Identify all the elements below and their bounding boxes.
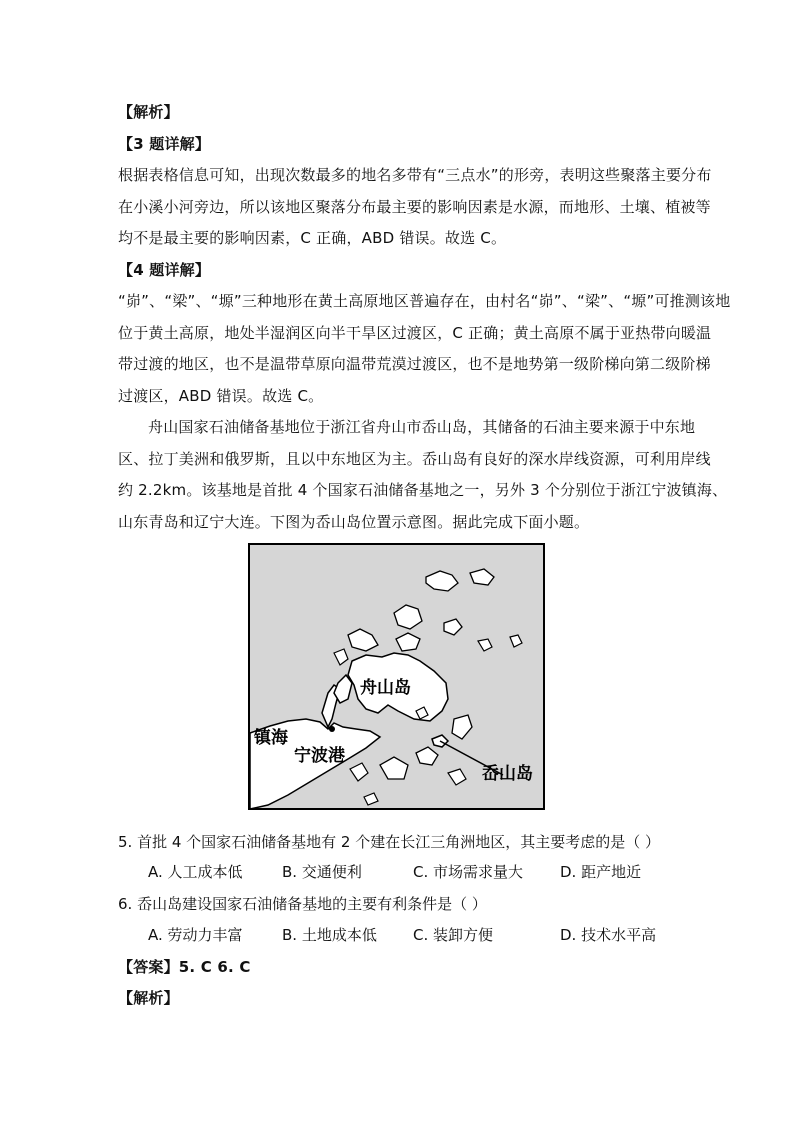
aoshan-location-map <box>248 543 545 810</box>
q5-option-d: D. 距产地近 <box>560 863 642 881</box>
answer-line: 【答案】5. C 6. C <box>118 958 251 976</box>
passage-line: 区、拉丁美洲和俄罗斯，且以中东地区为主。岙山岛有良好的深水岸线资源，可利用岸线 <box>118 450 711 468</box>
q3-detail-heading: 【3 题详解】 <box>118 135 211 153</box>
q4-text-line: “峁”、“梁”、“塬”三种地形在黄土高原地区普遍存在，由村名“峁”、“梁”、“塬”可推测该地 <box>118 292 731 310</box>
passage-line: 山东青岛和辽宁大连。下图为岙山岛位置示意图。据此完成下面小题。 <box>118 513 590 531</box>
q3-text-line: 均不是最主要的影响因素，C 正确，ABD 错误。故选 C。 <box>118 229 507 247</box>
ningbo-port-marker <box>329 726 335 732</box>
q5-option-c: C. 市场需求量大 <box>413 863 524 881</box>
aoshan-label: 岙山岛 <box>482 764 533 784</box>
ningbo-port-label: 宁波港 <box>294 746 345 766</box>
question-5-stem: 5. 首批 4 个国家石油储备基地有 2 个建在长江三角洲地区，其主要考虑的是（ ） <box>118 833 661 851</box>
q4-text-line: 过渡区，ABD 错误。故选 C。 <box>118 387 324 405</box>
q4-text-line: 带过渡的地区，也不是温带草原向温带荒漠过渡区，也不是地势第一级阶梯向第二级阶梯 <box>118 355 711 373</box>
q3-text-line: 在小溪小河旁边，所以该地区聚落分布最主要的影响因素是水源，而地形、土壤、植被等 <box>118 198 711 216</box>
analysis-heading-2: 【解析】 <box>118 989 179 1007</box>
analysis-heading: 【解析】 <box>118 103 179 121</box>
q4-detail-heading: 【4 题详解】 <box>118 261 211 279</box>
passage-line: 舟山国家石油储备基地位于浙江省舟山市岙山岛，其储备的石油主要来源于中东地 <box>148 418 696 436</box>
zhoushan-label: 舟山岛 <box>360 678 411 698</box>
passage-line: 约 2.2km。该基地是首批 4 个国家石油储备基地之一，另外 3 个分别位于浙江宁波镇海、 <box>118 481 728 499</box>
q3-text-line: 根据表格信息可知，出现次数最多的地名多带有“三点水”的形旁，表明这些聚落主要分布 <box>118 166 712 184</box>
q6-option-a: A. 劳动力丰富 <box>148 926 243 944</box>
zhenhai-label: 镇海 <box>254 728 288 748</box>
q4-text-line: 位于黄土高原，地处半湿润区向半干旱区过渡区，C 正确；黄土高原不属于亚热带向暖温 <box>118 324 712 342</box>
q6-option-d: D. 技术水平高 <box>560 926 657 944</box>
q6-option-c: C. 装卸方便 <box>413 926 494 944</box>
q5-option-a: A. 人工成本低 <box>148 863 243 881</box>
q5-option-b: B. 交通便利 <box>282 863 362 881</box>
question-6-stem: 6. 岙山岛建设国家石油储备基地的主要有利条件是（ ） <box>118 895 487 913</box>
q6-option-b: B. 土地成本低 <box>282 926 377 944</box>
